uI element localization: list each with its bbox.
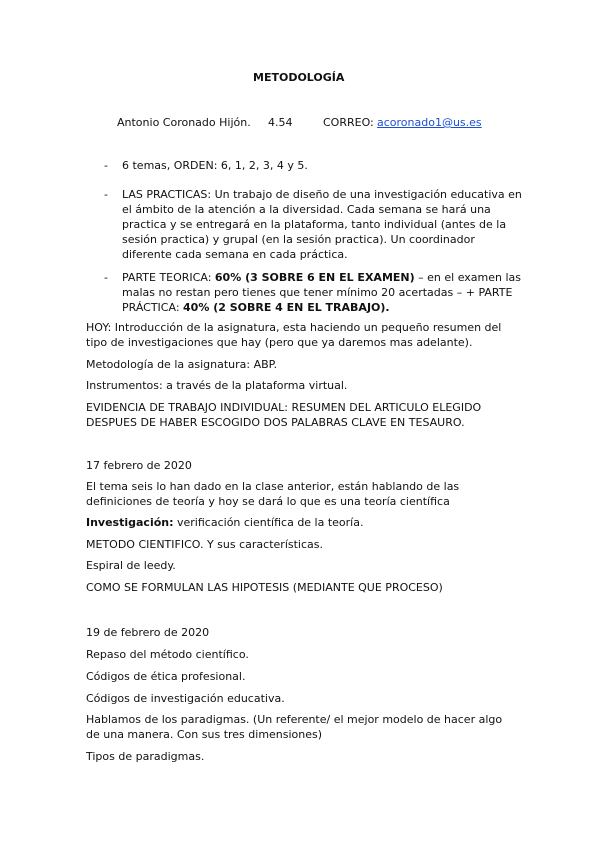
note-repaso: Repaso del método científico. xyxy=(86,648,249,661)
note-paradigmas: Hablamos de los paradigmas. (Un referente/ el mejor modelo de hacer algo de una manera. Con sus tres dimensiones) xyxy=(86,713,503,741)
bullet-practicas: LAS PRACTICAS: Un trabajo de diseño de una investigación educativa en el ámbito de la atención a la diversidad. Cada semana se hará una practica y se entregará en la plataforma, tanto individual (antes de la sesión practica) y grupal (en la sesión practica). Un coordinador diferente cada semana en cada práctica. xyxy=(122,188,522,261)
note-tipos: Tipos de paradigmas. xyxy=(86,750,205,763)
note-evidencia: EVIDENCIA DE TRABAJO INDIVIDUAL: RESUMEN DEL ARTICULO ELEGIDO DESPUES DE HABER ESCOGIDO DOS PALABRAS CLAVE EN TESAURO. xyxy=(86,401,482,429)
investigacion-def: verificación científica de la teoría. xyxy=(173,516,364,529)
teorica-weight: 60% (3 SOBRE 6 EN EL EXAMEN) xyxy=(214,271,415,284)
page-title: METODOLOGÍA xyxy=(253,71,345,84)
note-etica: Códigos de ética profesional. xyxy=(86,670,246,683)
note-espiral: Espiral de leedy. xyxy=(86,559,176,572)
note-instrumentos: Instrumentos: a través de la plataforma virtual. xyxy=(86,379,348,392)
session-date: 17 febrero de 2020 xyxy=(86,459,192,472)
email-label: CORREO: xyxy=(323,116,374,129)
teorica-label: PARTE TEORICA: xyxy=(122,271,215,284)
investigacion-term: Investigación: xyxy=(86,516,174,529)
bullet-orden: 6 temas, ORDEN: 6, 1, 2, 3, 4 y 5. xyxy=(122,159,308,172)
note-tema: El tema seis lo han dado en la clase anterior, están hablando de las definiciones de teoría y hoy se dará lo que es una teoría científica xyxy=(86,480,460,508)
bullet-dash: - xyxy=(104,188,108,201)
note-metodo: METODO CIENTIFICO. Y sus características. xyxy=(86,538,323,551)
note-hipotesis: COMO SE FORMULAN LAS HIPOTESIS (MEDIANTE QUE PROCESO) xyxy=(86,581,443,594)
bullet-dash: - xyxy=(104,159,108,172)
session-date: 19 de febrero de 2020 xyxy=(86,626,210,639)
teorica-note: – en el examen las malas no restan pero tienes que tener mínimo 20 acertadas – + xyxy=(122,271,521,299)
email-link[interactable]: acoronado1@us.es xyxy=(377,116,482,129)
practica-weight: 40% (2 SOBRE 4 EN EL TRABAJO). xyxy=(183,301,390,314)
note-hoy: HOY: Introducción de la asignatura, esta haciendo un pequeño resumen del tipo de investigaciones que hay (pero que ya daremos mas adelante). xyxy=(86,321,502,349)
bullet-evaluacion xyxy=(122,270,522,315)
author-name: Antonio Coronado Hijón. xyxy=(117,116,251,129)
office-number: 4.54 xyxy=(268,116,293,129)
bullet-dash: - xyxy=(104,271,108,284)
note-codigos: Códigos de investigación educativa. xyxy=(86,692,285,705)
practica-label: PARTE PRÁCTICA: xyxy=(122,286,513,314)
note-investigacion xyxy=(86,515,516,530)
note-metodologia: Metodología de la asignatura: ABP. xyxy=(86,358,278,371)
